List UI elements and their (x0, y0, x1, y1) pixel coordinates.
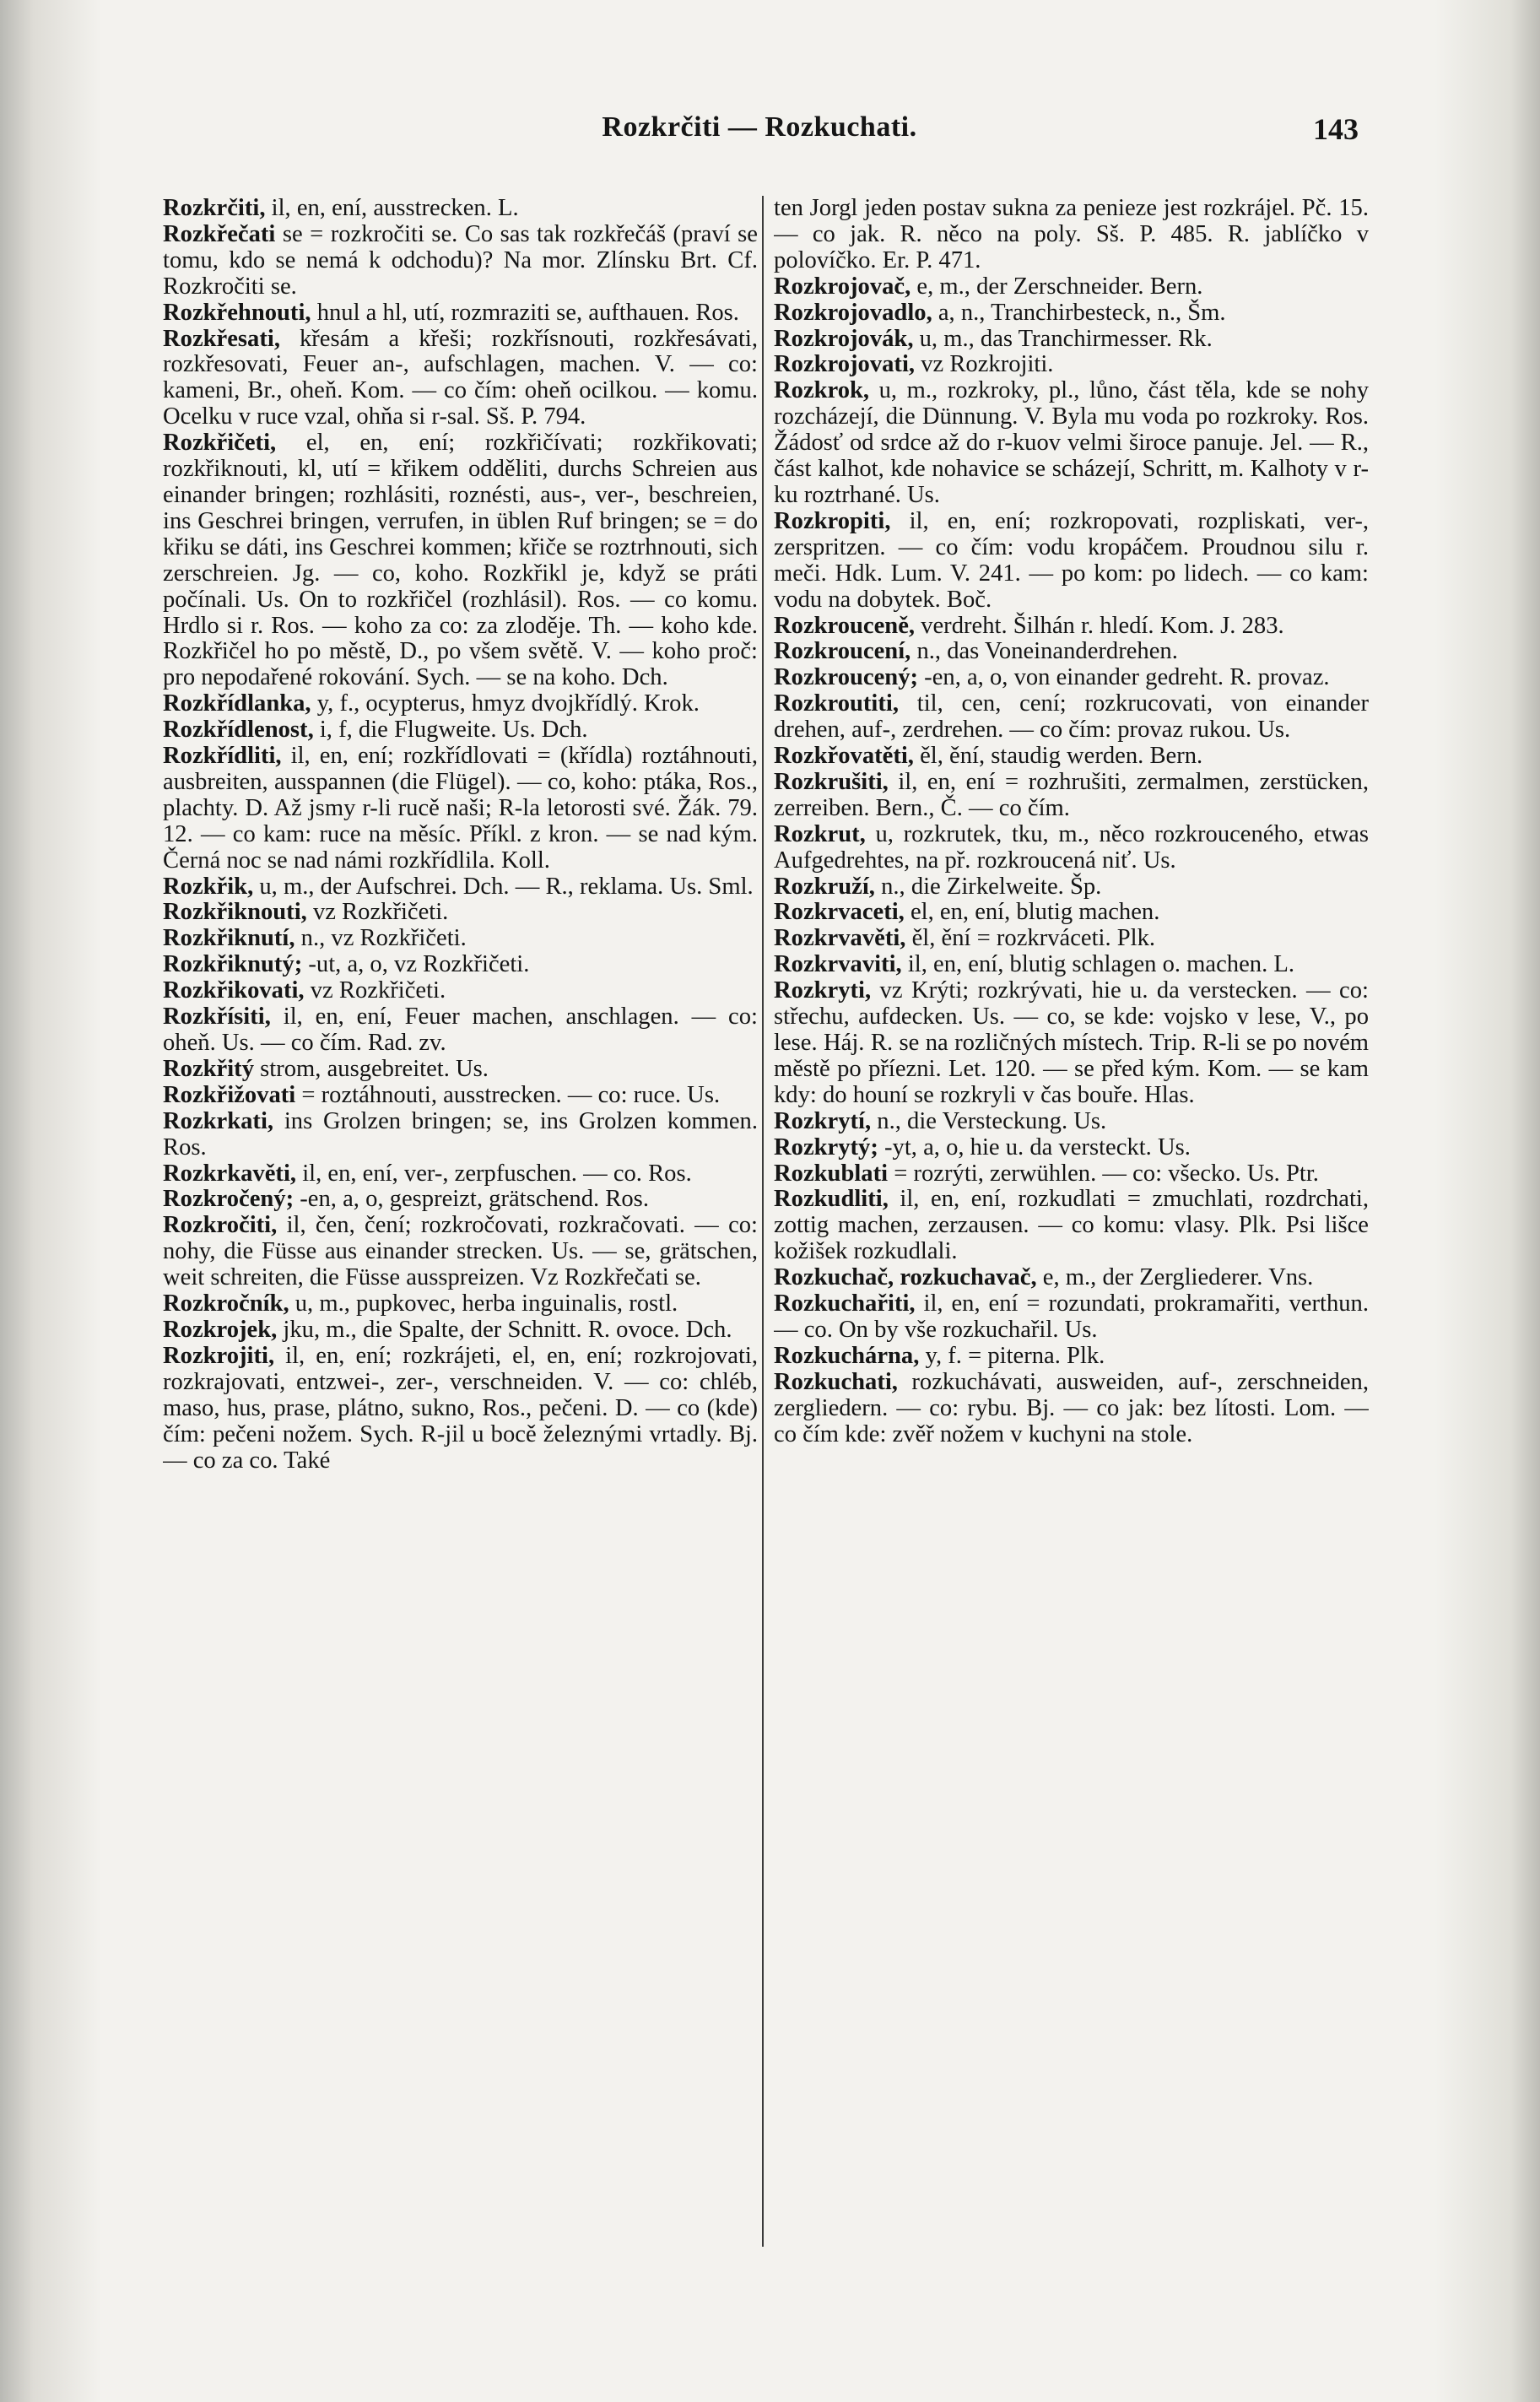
entry-definition: i, f, die Flugweite. Us. Dch. (313, 717, 588, 744)
dictionary-entry (774, 900, 1369, 926)
dictionary-entry (774, 1344, 1369, 1370)
entry-definition: n., vz Rozkřičeti. (294, 925, 467, 952)
entry-headword: Rozkudliti, (774, 1186, 889, 1213)
entry-definition: il, en, ení; rozkřídlovati = (křídla) roztáhnouti, ausbreiten, ausspannen (die Flügel). — co, koho: ptáka, Ros., plachty. D. Až jsmy r-li rucě naši; R-la letorosti své. Žák. 79. 12. — co kam: ruce na měsíc. Příkl. z kron. — se nad kým. Černá noc se nad námi rozkřídlila. Koll. (163, 743, 758, 874)
entry-definition: vz Krýti; rozkrývati, hie u. da verstecken. — co: střechu, aufdecken. Us. — co, se kde: vojsko v lese, V., po lese. Háj. R. se na rozličných místech. Trip. R-li se po novém městě po příezni. Let. 120. — se před kým. Kom. — se kam kdy: do houní se rozkryli v čas bouře. Hlas. (774, 977, 1369, 1108)
entry-headword: Rozkřik, (163, 873, 254, 900)
entry-definition: křesám a křeši; rozkřísnouti, rozkřesávati, rozkřesovati, Feuer an-, aufschlagen, machen. V. — co: kameni, Br., oheň. Kom. — co čím: oheň ocilkou. — komu. Ocelku v ruce vzal, ohňa si r-sal. Sš. P. 794. (163, 325, 758, 430)
entry-headword: Rozkřesati, (163, 325, 280, 352)
dictionary-entry (163, 744, 758, 874)
entry-definition: u, m., rozkroky, pl., lůno, část těla, kde se nohy rozcházejí, die Dünnung. V. Byla mu voda po rozkroky. Ros. Žádosť od srdce až do r-kuov velmi široce panuje. Jel. — R., část kalhot, kde nohavice se scházejí, Schritt, m. Kalhoty v r-ku roztrhané. Us. (774, 377, 1369, 508)
dictionary-entry (163, 1004, 758, 1057)
entry-definition: ins Grolzen bringen; se, ins Grolzen kommen. Ros. (163, 1107, 758, 1160)
entry-definition: il, en, ení, ausstrecken. L. (265, 196, 519, 221)
entry-headword: Rozkuchač, rozkuchavač, (774, 1264, 1037, 1291)
entry-definition: hnul a hl, utí, rozmraziti se, aufthauen. Ros. (311, 299, 739, 326)
entry-definition: y, f. = piterna. Plk. (919, 1342, 1105, 1369)
entry-definition: e, m., der Zerschneider. Bern. (910, 273, 1203, 300)
entry-headword: Rozkřísiti, (163, 1004, 271, 1031)
dictionary-entry (774, 744, 1369, 770)
entry-definition: vz Rozkrojiti. (915, 351, 1054, 378)
entry-definition: il, čen, čení; rozkročovati, rozkračovati. — co: nohy, die Füsse aus einander strecken. Us. — se, grätschen, weit schreiten, die Füsse ausspreizen. Vz Rozkřečati se. (163, 1212, 758, 1291)
entry-definition: il, en, ení, Feuer machen, anschlagen. — co: oheň. Us. — co čím. Rad. zv. (163, 1004, 758, 1056)
entry-headword: Rozkryti, (774, 977, 872, 1004)
entry-definition: u, m., der Aufschrei. Dch. — R., reklama. Us. Sml. (253, 873, 754, 900)
entry-headword: Rozkuchati, (774, 1368, 898, 1395)
entry-headword: Rozkrojiti, (163, 1342, 275, 1369)
entry-definition: u, m., das Tranchirmesser. Rk. (913, 325, 1213, 352)
dictionary-entry (774, 1291, 1369, 1344)
entry-definition: se = rozkročiti se. Co sas tak rozkřečáš (praví se tomu, kdo se nemá k odchodu)? Na mor. Zlínsku Brt. Cf. Rozkročiti se. (163, 220, 758, 300)
dictionary-entry (163, 196, 758, 222)
entry-headword: Rozkrojovač, (774, 273, 911, 300)
dictionary-entry (163, 926, 758, 952)
entry-headword: Rozkrojovák, (774, 325, 914, 352)
entry-definition: rozkuchávati, ausweiden, auf-, zerschneiden, zergliedern. — co: rybu. Bj. — co jak: bez lítosti. Lom. — co čím kde: zvěř nožem v kuchyni na stole. (774, 1368, 1369, 1447)
entry-headword: Rozkřehnouti, (163, 299, 311, 326)
entry-definition: e, m., der Zergliederer. Vns. (1036, 1264, 1314, 1291)
dictionary-entry (163, 874, 758, 901)
dictionary-entry (774, 274, 1369, 300)
entry-definition: el, en, ení, blutig machen. (904, 899, 1160, 926)
dictionary-entry (163, 222, 758, 300)
entry-headword: Rozkropiti, (774, 507, 891, 534)
dictionary-entry (774, 874, 1369, 901)
entry-headword: Rozkřižovati (163, 1081, 296, 1108)
entry-headword: Rozkročník, (163, 1290, 289, 1317)
dictionary-entry (774, 1370, 1369, 1448)
entry-definition: = roztáhnouti, ausstrecken. — co: ruce. Us. (295, 1081, 721, 1108)
entry-headword: Rozkřídlenost, (163, 717, 314, 744)
dictionary-entry (163, 978, 758, 1004)
dictionary-entry (163, 1109, 758, 1161)
entry-headword: Rozkrvavěti, (774, 925, 906, 952)
dictionary-entry (163, 691, 758, 717)
entry-definition: jku, m., die Spalte, der Schnitt. R. ovoce. Dch. (277, 1316, 732, 1343)
dictionary-entry (774, 614, 1369, 640)
entry-headword: Rozkřečati (163, 220, 276, 247)
entry-headword: Rozkřitý (163, 1055, 254, 1082)
entry-headword: Rozkrouceně, (774, 612, 916, 639)
dictionary-entry (163, 1317, 758, 1344)
left-column (163, 196, 758, 2247)
dictionary-entry (163, 1291, 758, 1317)
entry-headword: Rozkrojovadlo, (774, 299, 932, 326)
entry-headword: Rozkublati (774, 1160, 889, 1187)
entry-definition: u, rozkrutek, tku, m., něco rozkrouceného, etwas Aufgedrehtes, na př. rozkroucená niť. Us. (774, 820, 1369, 874)
entry-headword: Rozkroucení, (774, 638, 911, 665)
dictionary-entry (774, 691, 1369, 744)
page-number: 143 (1313, 112, 1359, 146)
dictionary-entry (774, 1135, 1369, 1161)
entry-definition: vz Rozkřičeti. (304, 977, 446, 1004)
dictionary-entry (774, 822, 1369, 874)
entry-headword: Rozkřikovati, (163, 977, 305, 1004)
entry-headword: Rozkřiknutý; (163, 951, 303, 978)
entry-headword: Rozkřídliti, (163, 743, 282, 770)
dictionary-entry (163, 1083, 758, 1109)
dictionary-entry (774, 639, 1369, 665)
dictionary-entry (774, 196, 1369, 274)
entry-headword: Rozkročený; (163, 1186, 294, 1213)
entry-headword: Rozkrojek, (163, 1316, 278, 1343)
entry-definition: il, en, ení = rozundati, prokramařiti, verthun. — co. On by vše rozkuchařil. Us. (774, 1290, 1369, 1343)
entry-headword: Rozkuchárna, (774, 1342, 920, 1369)
entry-definition: el, en, ení; rozkřičívati; rozkřikovati; rozkřiknouti, kl, utí = křikem odděliti, durchs Schreien aus einander bringen; rozhlásiti, roznésti, aus-, ver-, beschreien, ins Geschrei bringen, verrufen, in üblen Ruf bringen; se = do křiku se dáti, ins Geschrei kommen; křiče se roztrhnouti, sich zerschreien. Jg. — co, koho. Rozkřikl je, když se práti počínali. Us. On to rozkřičel (rozhlásil). Ros. — co komu. Hrdlo si r. Ros. — koho za co: za zloděje. Th. — koho kde. Rozkřičel ho po městě, D., po všem světě. V. — koho proč: pro nepodařené rokování. Sych. — se na koho. Dch. (163, 430, 758, 691)
right-column (774, 196, 1369, 2247)
running-head: Rozkrčiti — Rozkuchati. (602, 111, 917, 143)
entry-definition: a, n., Tranchirbesteck, n., Šm. (932, 299, 1226, 326)
dictionary-entry (163, 1187, 758, 1213)
dictionary-entry (163, 900, 758, 926)
dictionary-entry (774, 1187, 1369, 1265)
dictionary-entry (163, 1213, 758, 1291)
dictionary-entry (774, 327, 1369, 353)
entry-headword: Rozkrkavěti, (163, 1160, 297, 1187)
page-header (160, 111, 1359, 162)
dictionary-entry (774, 665, 1369, 691)
entry-headword: Rozkrok, (774, 377, 870, 404)
dictionary-entry (774, 378, 1369, 509)
dictionary-entry (774, 952, 1369, 978)
dictionary-entry (163, 300, 758, 327)
entry-headword: Rozkroutiti, (774, 690, 899, 717)
entry-definition: n., die Versteckung. Us. (871, 1107, 1107, 1134)
entry-definition: ten Jorgl jeden postav sukna za penieze jest rozkrájel. Pč. 15. — co jak. R. něco na poly. Sš. P. 485. R. jablíčko v polovíčko. Er. P. 471. (774, 196, 1369, 273)
entry-definition: -en, a, o, von einander gedreht. R. provaz. (918, 664, 1330, 691)
entry-definition: u, m., pupkovec, herba inguinalis, rostl. (289, 1290, 678, 1317)
entry-headword: Rozkroucený; (774, 664, 919, 691)
dictionary-entry (774, 926, 1369, 952)
entry-definition: til, cen, cení; rozkrucovati, von einander drehen, auf-, zerdrehen. — co čím: provaz rukou. Us. (774, 690, 1369, 744)
dictionary-entry (774, 509, 1369, 614)
entry-definition: il, en, ení, ver-, zerpfuschen. — co. Ros. (296, 1160, 692, 1187)
dictionary-entry (163, 952, 758, 978)
entry-definition: ěl, ění = rozkrváceti. Plk. (905, 925, 1156, 952)
dictionary-entry (163, 1057, 758, 1083)
entry-headword: Rozkrytý; (774, 1133, 878, 1160)
dictionary-entry (163, 717, 758, 744)
entry-definition: il, en, ení; rozkrájeti, el, en, ení; rozkrojovati, rozkrajovati, entzwei-, zer-, verschneiden. V. — co: chléb, maso, hus, prase, plátno, sukno, Ros., pečeni. D. — co (kde) čím: pečeni nožem. Sych. R-jil u bocě železnými vrtadly. Bj. — co za co. Také (163, 1342, 758, 1474)
entry-headword: Rozkřiknutí, (163, 925, 295, 952)
dictionary-entry (774, 300, 1369, 327)
entry-headword: Rozkřovatěti, (774, 743, 914, 770)
entry-headword: Rozkrušiti, (774, 768, 889, 795)
dictionary-entry (774, 978, 1369, 1109)
entry-headword: Rozkřiknouti, (163, 899, 307, 926)
entry-definition: il, en, ení, rozkudlati = zmuchlati, rozdrchati, zottig machen, zerzausen. — co komu: vlasy. Plk. Psi lišce kožišek rozkudlali. (774, 1186, 1369, 1265)
entry-definition: n., die Zirkelweite. Šp. (874, 873, 1102, 900)
dictionary-entry (163, 1161, 758, 1187)
entry-definition: il, en, ení, blutig schlagen o. machen. L. (901, 951, 1295, 978)
dictionary-entry (163, 1344, 758, 1474)
dictionary-entry (163, 327, 758, 431)
entry-headword: Rozkrvaceti, (774, 899, 905, 926)
entry-definition: -yt, a, o, hie u. da versteckt. Us. (878, 1133, 1191, 1160)
entry-definition: ěl, ění, staudig werden. Bern. (913, 743, 1203, 770)
dictionary-entry (774, 770, 1369, 822)
entry-headword: Rozkrčiti, (163, 196, 266, 221)
entry-definition: -en, a, o, gespreizt, grätschend. Ros. (294, 1186, 649, 1213)
dictionary-entry (774, 1109, 1369, 1135)
entry-headword: Rozkrytí, (774, 1107, 872, 1134)
entry-headword: Rozkřičeti, (163, 430, 277, 457)
entry-headword: Rozkročiti, (163, 1212, 278, 1239)
entry-definition: -ut, a, o, vz Rozkřičeti. (302, 951, 530, 978)
entry-headword: Rozkrvaviti, (774, 951, 902, 978)
entry-definition: il, en, ení = rozhrušiti, zermalmen, zerstücken, zerreiben. Bern., Č. — co čím. (774, 768, 1369, 821)
dictionary-entry (774, 352, 1369, 378)
column-divider (762, 196, 764, 2247)
dictionary-entry (774, 1265, 1369, 1291)
entry-definition: = rozrýti, zerwühlen. — co: všecko. Us. Ptr. (888, 1160, 1319, 1187)
entry-headword: Rozkrojovati, (774, 351, 916, 378)
entry-headword: Rozkřídlanka, (163, 690, 311, 717)
entry-definition: y, f., ocypterus, hmyz dvojkřídlý. Krok. (311, 690, 700, 717)
dictionary-entry (774, 1161, 1369, 1187)
entry-headword: Rozkruží, (774, 873, 875, 900)
entry-definition: n., das Voneinanderdrehen. (910, 638, 1178, 665)
entry-definition: strom, ausgebreitet. Us. (254, 1055, 489, 1082)
entry-definition: il, en, ení; rozkropovati, rozpliskati, ver-, zerspritzen. — co čím: vodu kropáčem. Proudnou silu r. meči. Hdk. Lum. V. 241. — po kom: po lidech. — co kam: vodu na dobytek. Boč. (774, 507, 1369, 613)
entry-definition: verdreht. Šilhán r. hledí. Kom. J. 283. (915, 612, 1284, 639)
entry-headword: Rozkrkati, (163, 1107, 274, 1134)
dictionary-entry (163, 430, 758, 691)
entry-headword: Rozkuchařiti, (774, 1290, 916, 1317)
entry-headword: Rozkrut, (774, 820, 866, 847)
entry-definition: vz Rozkřičeti. (306, 899, 449, 926)
